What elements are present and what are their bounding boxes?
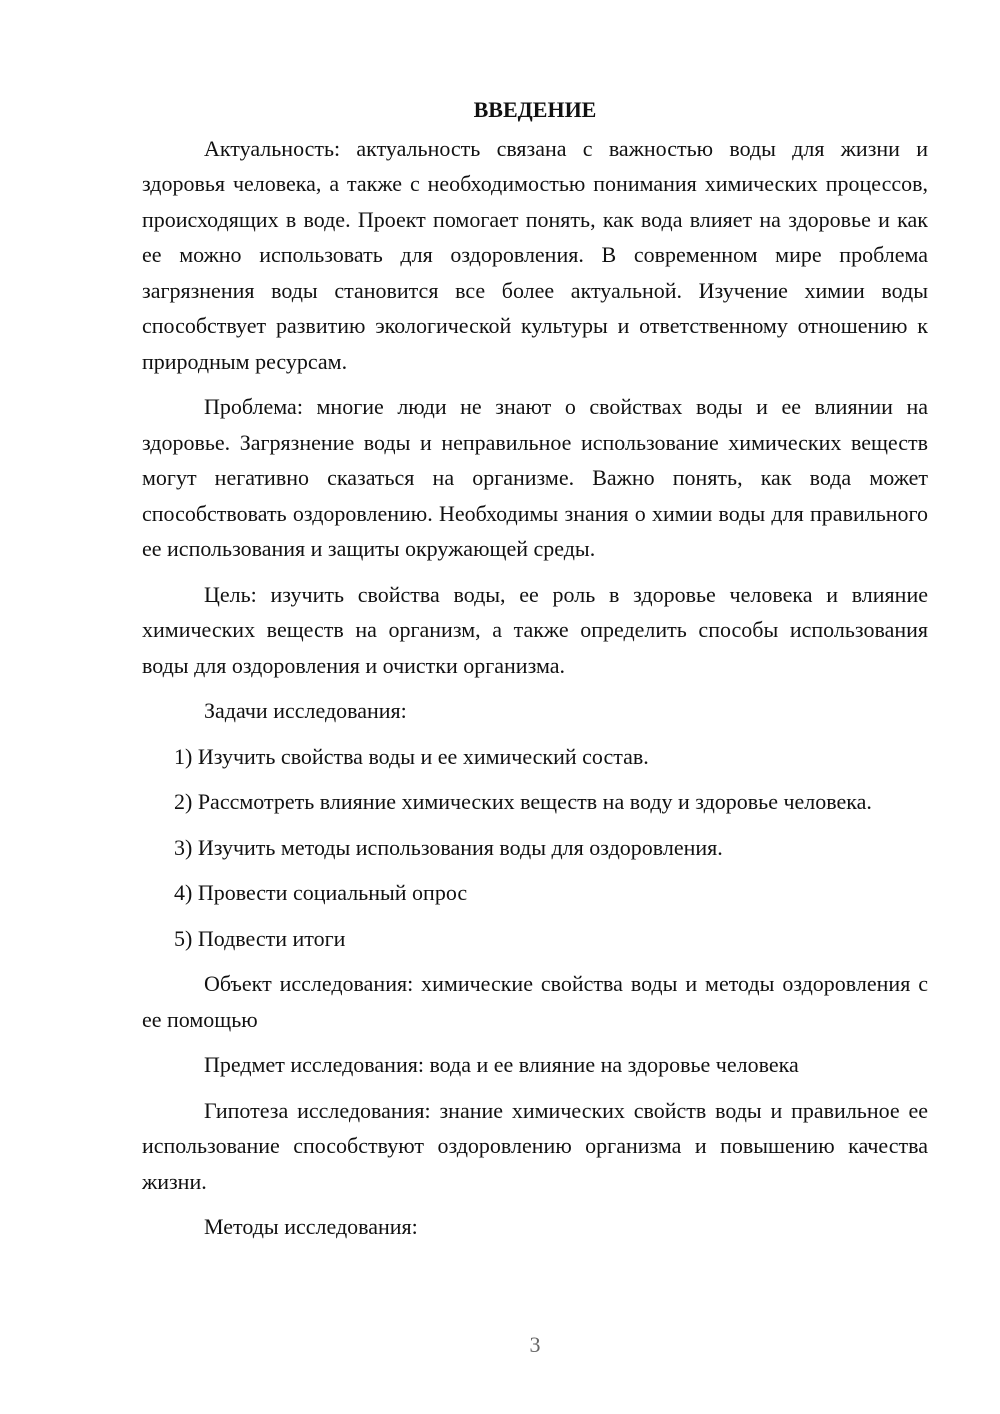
- object-paragraph: Объект исследования: химические свойства воды и методы оздоровления с ее помощью: [142, 971, 928, 1032]
- task-item-4: 4) Провести социальный опрос: [174, 880, 468, 905]
- task-item-3: 3) Изучить методы использования воды для оздоровления.: [174, 834, 723, 860]
- hypothesis-paragraph: Гипотеза исследования: знание химических свойств воды и правильное ее использование способствуют оздоровлению организма и повышению качества жизни.: [142, 1097, 928, 1194]
- problem-paragraph: Проблема: многие люди не знают о свойствах воды и ее влиянии на здоровье. Загрязнение воды и неправильное использование химических веществ могут негативно сказаться на организме. Важно понять, как вода может способствовать оздоровлению. Необходимы знания о химии воды для правильного ее использования и защиты окружающей среды.: [142, 394, 928, 561]
- page-content: [142, 92, 928, 1255]
- task-item-5: 5) Подвести итоги: [174, 925, 346, 951]
- task-item-2: 2) Рассмотреть влияние химических веществ на воду и здоровье человека.: [174, 789, 872, 814]
- goal-paragraph: Цель: изучить свойства воды, ее роль в здоровье человека и влияние химических веществ на организм, а также определить способы использования воды для оздоровления и очистки организма.: [142, 581, 928, 678]
- relevance-paragraph: Актуальность: актуальность связана с важностью воды для жизни и здоровья человека, а также с необходимостью понимания химических процессов, происходящих в воде. Проект помогает понять, как вода влияет на здоровье и как ее можно использовать для оздоровления. В современном мире проблема загрязнения воды становится все более актуальной. Изучение химии воды способствует развитию экологической культуры и ответственному отношению к природным ресурсам.: [142, 135, 928, 374]
- methods-heading: Методы исследования:: [204, 1214, 418, 1239]
- page-title: ВВЕДЕНИЕ: [473, 97, 597, 122]
- task-item-1: 1) Изучить свойства воды и ее химический состав.: [174, 743, 649, 769]
- page-number: 3: [529, 1332, 541, 1357]
- subject-paragraph: Предмет исследования: вода и ее влияние на здоровье человека: [204, 1052, 799, 1077]
- tasks-heading: Задачи исследования:: [204, 698, 407, 723]
